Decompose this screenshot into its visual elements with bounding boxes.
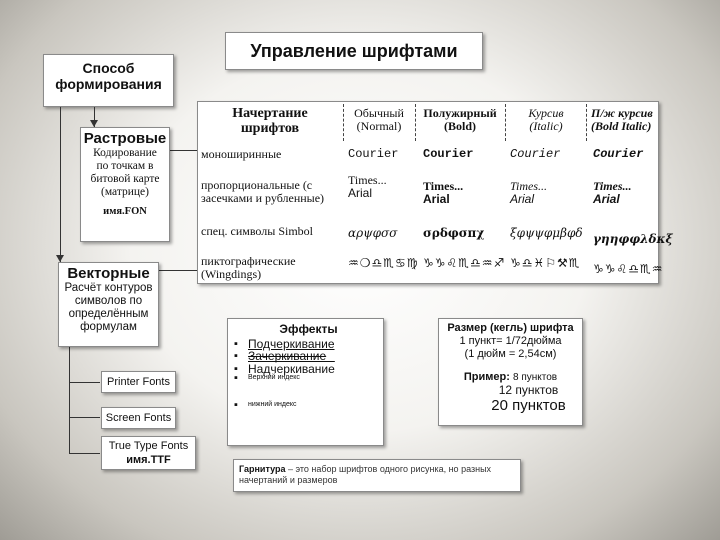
table-cell: [423, 180, 463, 206]
size-example-12: 12 пунктов: [498, 383, 559, 397]
effect-text: Надчеркивание: [248, 361, 335, 376]
row-label-text: (Wingdings): [201, 267, 262, 281]
connector-line: [69, 347, 70, 453]
size-example-20: 20 пунктов: [491, 397, 566, 414]
cell-text: Times...: [348, 173, 387, 187]
table-cell: [348, 174, 387, 200]
cell-text: Arial: [423, 192, 450, 206]
header-text: (Italic): [529, 119, 563, 133]
page-title: Управление шрифтами: [225, 32, 483, 70]
connector-line: [159, 270, 198, 271]
header-text: П/ж курсив: [591, 106, 653, 120]
effect-text: Подчеркивание: [248, 336, 335, 351]
header-text: (Bold): [443, 119, 476, 133]
effect-subscript: [234, 400, 383, 410]
garnitura-text: – это набор шрифтов одного рисунка, но разных начертаний и размеров: [239, 464, 492, 485]
table-header-style: [200, 106, 340, 136]
cell-text: Arial: [593, 192, 620, 206]
table-cell: ♑♑♌♎♏♒: [593, 262, 664, 276]
table-cell: αρψφσσ: [348, 226, 398, 240]
table-cell: [510, 180, 547, 206]
font-styles-table: [197, 101, 673, 284]
table-header-bold: [416, 107, 504, 133]
row-label-text: пропорциональные (с: [201, 178, 313, 192]
table-cell: ♑♎♓⚐⚒♏: [510, 256, 581, 270]
effect-text: Зачеркивание: [248, 349, 327, 363]
header-text: Начертание: [232, 106, 308, 121]
table-cell: γηηφφλδκξ: [593, 232, 673, 246]
raster-line: Кодирование: [93, 147, 157, 159]
raster-filename: имя.FON: [103, 206, 147, 217]
table-header-bold-italic: [591, 107, 666, 133]
header-text: шрифтов: [240, 121, 300, 136]
connector-line: [69, 382, 100, 383]
method-box: [43, 54, 174, 107]
vector-line: символов по: [74, 295, 143, 307]
raster-line: битовой карте: [90, 173, 160, 185]
table-row-label: моноширинные: [201, 147, 282, 161]
cell-text: Times...: [423, 179, 464, 193]
raster-line: (матрице): [101, 186, 149, 198]
truetype-name: True Type Fonts: [108, 440, 189, 452]
cell-text: Arial: [348, 186, 373, 200]
table-cell: ♒❍♎♏♋♍: [348, 256, 419, 270]
table-row-label: [201, 179, 341, 205]
effect-superscript: [234, 373, 383, 386]
table-cell: σρδφσπχ: [423, 226, 485, 240]
header-text: (Normal): [356, 119, 402, 133]
truetype-fonts-box: [101, 436, 196, 470]
table-cell: Courier: [593, 147, 644, 161]
vector-line: Расчёт контуров: [64, 282, 153, 294]
cell-text: Times...: [510, 179, 548, 193]
size-example-8: 8 пунктов: [512, 372, 558, 383]
cell-text: Arial: [510, 192, 535, 206]
connector-line: [69, 417, 100, 418]
size-heading: Размер (кегль) шрифта: [447, 322, 574, 334]
connector-line: [170, 150, 198, 151]
cell-text: Times...: [593, 179, 632, 193]
table-cell: Courier: [348, 147, 399, 161]
header-text: Курсив: [528, 106, 564, 120]
method-line1: Способ: [82, 60, 135, 76]
vector-heading: Векторные: [67, 265, 150, 282]
connector-line: [60, 107, 61, 263]
vector-box: [58, 262, 159, 347]
table-cell: Courier: [510, 147, 561, 161]
header-text: (Bold Italic): [591, 119, 652, 133]
table-cell: ξφψψφμβφδ: [510, 226, 583, 240]
table-header-normal: [344, 107, 414, 133]
arrow-down-icon: [90, 120, 98, 127]
header-text: Полужирный: [423, 106, 497, 120]
arrow-down-icon: [56, 255, 64, 262]
table-cell: ♑♑♌♏♎♒♐: [423, 256, 506, 270]
printer-fonts-box: Printer Fonts: [101, 371, 176, 393]
effects-heading: Эффекты: [279, 322, 338, 336]
effect-text: Верхний индекс: [248, 374, 300, 381]
table-cell: Courier: [423, 147, 474, 161]
raster-heading: Растровые: [83, 130, 167, 147]
connector-line: [69, 453, 100, 454]
size-example-label: Пример:: [463, 371, 510, 383]
garnitura-box: [233, 459, 521, 492]
table-row-label: спец. символы Simbol: [201, 224, 313, 238]
table-row-label: [201, 255, 341, 281]
size-line: (1 дюйм = 2,54см): [464, 348, 557, 360]
effect-text: нижний индекс: [248, 401, 297, 409]
column-divider: [586, 104, 587, 141]
screen-fonts-box: Screen Fonts: [101, 407, 176, 429]
raster-box: [80, 127, 170, 242]
font-size-box: [438, 318, 583, 426]
row-label-text: засечками и рубленные): [201, 191, 325, 205]
effects-box: [227, 318, 384, 446]
raster-line: по точкам в: [96, 160, 154, 172]
table-header-italic: [506, 107, 586, 133]
garnitura-term: Гарнитура: [239, 464, 286, 474]
truetype-file: имя.TTF: [126, 454, 171, 466]
method-line2: формирования: [55, 76, 162, 92]
row-label-text: пиктографические: [201, 254, 296, 268]
header-text: Обычный: [354, 106, 404, 120]
table-cell: [593, 180, 632, 206]
vector-line: определённым: [68, 308, 149, 320]
vector-line: формулам: [80, 321, 137, 333]
size-line: 1 пункт= 1/72дюйма: [459, 335, 562, 347]
